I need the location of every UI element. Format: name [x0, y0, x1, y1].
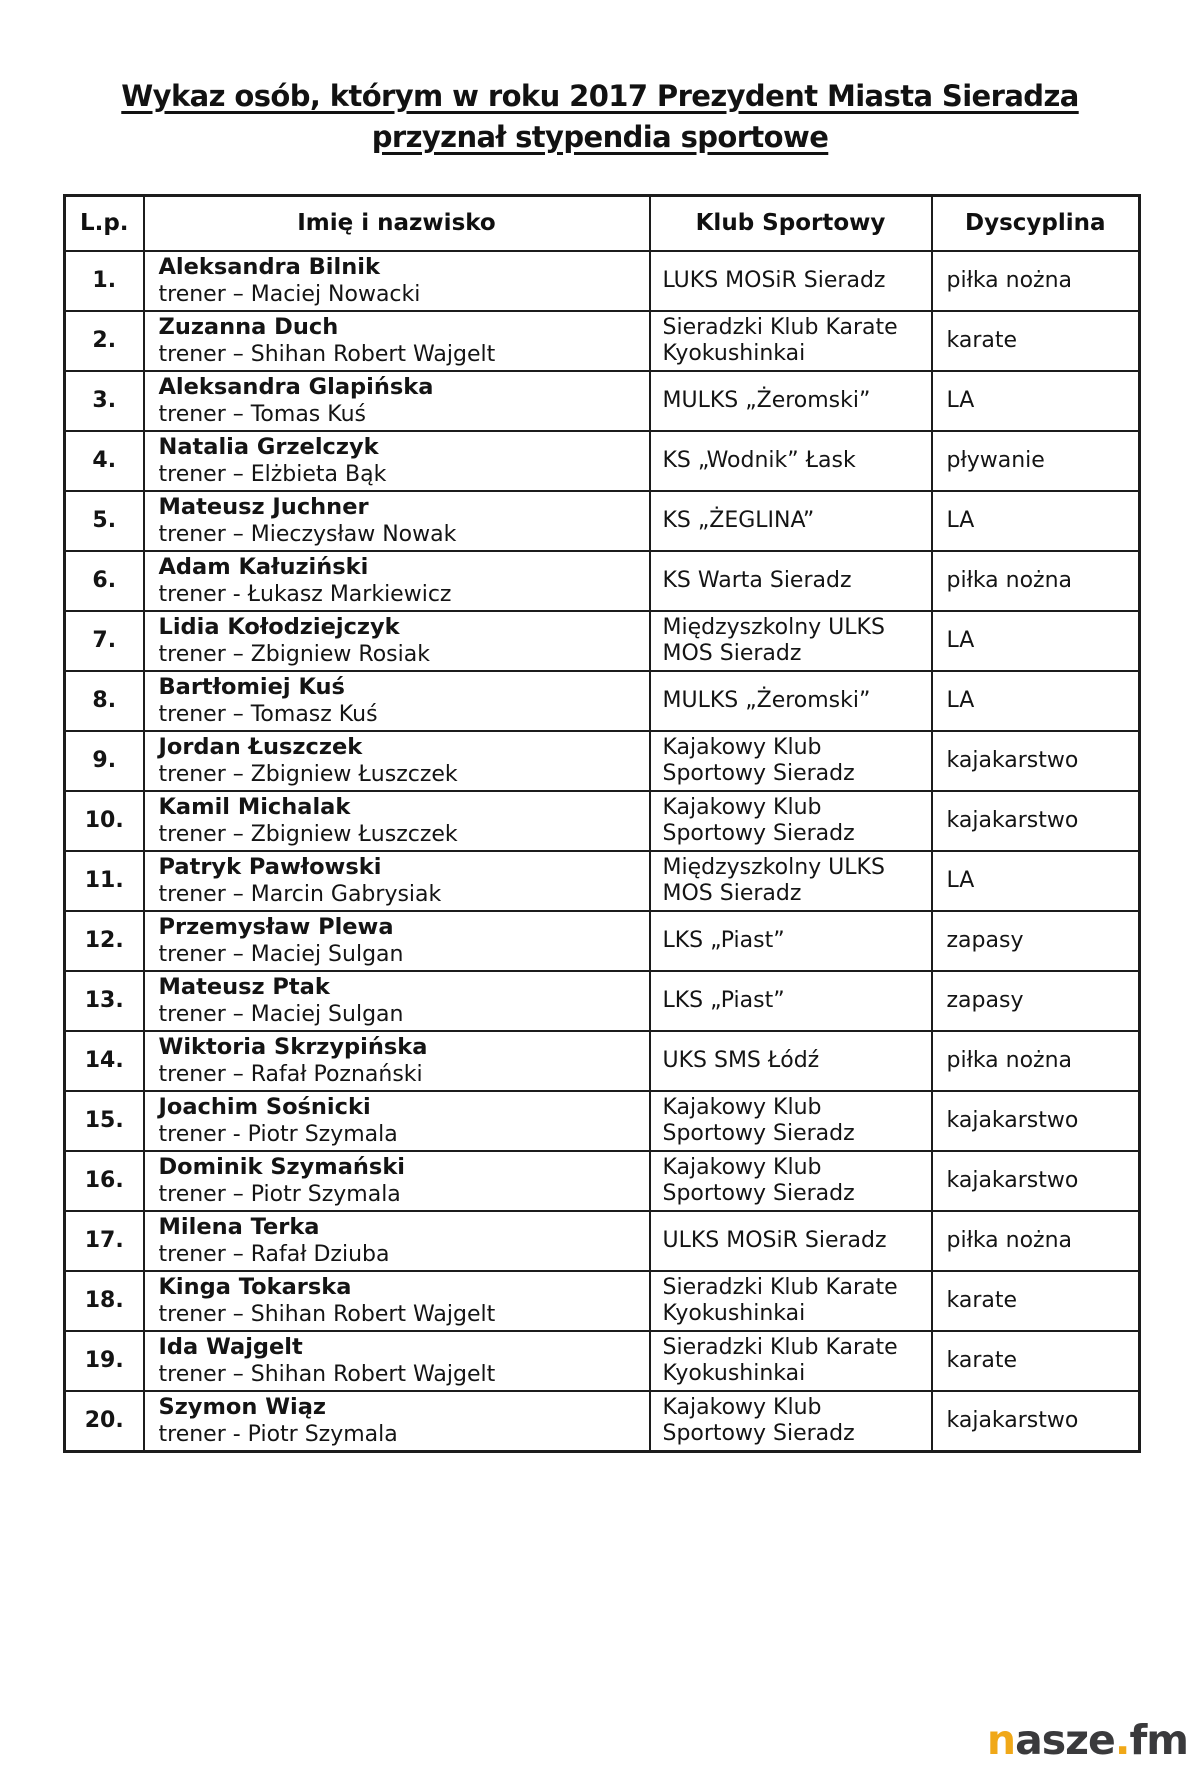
table-row — [65, 1151, 1140, 1211]
club-name: Międzyszkolny ULKS MOS Sieradz — [650, 851, 932, 911]
athlete-name: Adam Kałuziński — [158, 553, 369, 580]
club-name: LKS „Piast” — [650, 911, 932, 971]
row-number: 2. — [65, 311, 144, 371]
discipline: piłka nożna — [932, 551, 1140, 611]
logo-dot: . — [1114, 1716, 1130, 1764]
logo-letter-n: n — [986, 1716, 1016, 1764]
trainer-name: trener - Łukasz Markiewicz — [158, 581, 452, 607]
athlete-name: Aleksandra Glapińska — [158, 373, 434, 400]
trainer-name: trener – Shihan Robert Wajgelt — [158, 341, 496, 367]
discipline: piłka nożna — [932, 1031, 1140, 1091]
club-name: Sieradzki Klub Karate Kyokushinkai — [650, 1331, 932, 1391]
athlete-cell — [144, 491, 650, 551]
athlete-name: Kinga Tokarska — [158, 1273, 352, 1300]
athlete-cell — [144, 911, 650, 971]
athlete-name: Natalia Grzelczyk — [158, 433, 379, 460]
discipline: LA — [932, 371, 1140, 431]
club-name: KS „Wodnik” Łask — [650, 431, 932, 491]
athlete-cell — [144, 1091, 650, 1151]
club-name: MULKS „Żeromski” — [650, 371, 932, 431]
athlete-name: Jordan Łuszczek — [158, 733, 363, 760]
table-row — [65, 851, 1140, 911]
page-title-line-2: przyznał stypendia sportowe — [371, 120, 829, 154]
discipline: LA — [932, 491, 1140, 551]
trainer-name: trener – Marcin Gabrysiak — [158, 881, 442, 907]
row-number: 20. — [65, 1391, 144, 1452]
trainer-name: trener – Shihan Robert Wajgelt — [158, 1301, 496, 1327]
athlete-cell — [144, 1391, 650, 1452]
club-name: MULKS „Żeromski” — [650, 671, 932, 731]
row-number: 18. — [65, 1271, 144, 1331]
athlete-cell — [144, 311, 650, 371]
trainer-name: trener - Piotr Szymala — [158, 1421, 398, 1447]
row-number: 9. — [65, 731, 144, 791]
table-row — [65, 1271, 1140, 1331]
row-number: 1. — [65, 251, 144, 311]
header-name: Imię i nazwisko — [144, 196, 650, 251]
discipline: karate — [932, 1331, 1140, 1391]
club-name: Kajakowy Klub Sportowy Sieradz — [650, 791, 932, 851]
table-row — [65, 1211, 1140, 1271]
discipline: kajakarstwo — [932, 1091, 1140, 1151]
row-number: 15. — [65, 1091, 144, 1151]
page-title-line-1: Wykaz osób, którym w roku 2017 Prezydent Miasta Sieradza — [121, 79, 1079, 113]
athlete-cell — [144, 1151, 650, 1211]
trainer-name: trener – Zbigniew Rosiak — [158, 641, 430, 667]
club-name: KS „ŻEGLINA” — [650, 491, 932, 551]
logo-text-fm: fm — [1129, 1716, 1188, 1764]
athlete-name: Przemysław Plewa — [158, 913, 394, 940]
club-name: LKS „Piast” — [650, 971, 932, 1031]
athlete-name: Ida Wajgelt — [158, 1333, 303, 1360]
athlete-cell — [144, 671, 650, 731]
athlete-name: Milena Terka — [158, 1213, 320, 1240]
row-number: 16. — [65, 1151, 144, 1211]
club-name: ULKS MOSiR Sieradz — [650, 1211, 932, 1271]
athlete-cell — [144, 851, 650, 911]
athlete-cell — [144, 371, 650, 431]
club-name: KS Warta Sieradz — [650, 551, 932, 611]
table-row — [65, 671, 1140, 731]
athlete-cell — [144, 251, 650, 311]
row-number: 8. — [65, 671, 144, 731]
header-lp: L.p. — [65, 196, 144, 251]
table-row — [65, 551, 1140, 611]
athlete-cell — [144, 1331, 650, 1391]
athlete-name: Szymon Wiąz — [158, 1393, 327, 1420]
athlete-name: Bartłomiej Kuś — [158, 673, 345, 700]
table-row — [65, 1391, 1140, 1452]
discipline: piłka nożna — [932, 251, 1140, 311]
athlete-cell — [144, 1211, 650, 1271]
trainer-name: trener – Rafał Poznański — [158, 1061, 423, 1087]
page-title — [0, 76, 1200, 158]
table-row — [65, 431, 1140, 491]
row-number: 3. — [65, 371, 144, 431]
row-number: 4. — [65, 431, 144, 491]
table-row — [65, 1031, 1140, 1091]
table-row — [65, 311, 1140, 371]
table-row — [65, 731, 1140, 791]
table-row — [65, 491, 1140, 551]
club-name: Kajakowy Klub Sportowy Sieradz — [650, 731, 932, 791]
scholarship-table — [63, 194, 1141, 1453]
athlete-cell — [144, 731, 650, 791]
header-club: Klub Sportowy — [650, 196, 932, 251]
club-name: Kajakowy Klub Sportowy Sieradz — [650, 1151, 932, 1211]
athlete-name: Lidia Kołodziejczyk — [158, 613, 400, 640]
club-name: UKS SMS Łódź — [650, 1031, 932, 1091]
row-number: 13. — [65, 971, 144, 1031]
row-number: 11. — [65, 851, 144, 911]
trainer-name: trener - Piotr Szymala — [158, 1121, 398, 1147]
athlete-cell — [144, 551, 650, 611]
trainer-name: trener – Shihan Robert Wajgelt — [158, 1361, 496, 1387]
athlete-cell — [144, 1031, 650, 1091]
trainer-name: trener – Tomasz Kuś — [158, 701, 378, 727]
club-name: LUKS MOSiR Sieradz — [650, 251, 932, 311]
row-number: 17. — [65, 1211, 144, 1271]
discipline: zapasy — [932, 911, 1140, 971]
athlete-name: Aleksandra Bilnik — [158, 253, 380, 280]
trainer-name: trener – Tomas Kuś — [158, 401, 366, 427]
club-name: Sieradzki Klub Karate Kyokushinkai — [650, 1271, 932, 1331]
discipline: piłka nożna — [932, 1211, 1140, 1271]
row-number: 5. — [65, 491, 144, 551]
trainer-name: trener – Zbigniew Łuszczek — [158, 821, 458, 847]
document-page — [0, 76, 1200, 1774]
athlete-name: Wiktoria Skrzypińska — [158, 1033, 428, 1060]
nasze-fm-logo — [987, 1716, 1188, 1764]
logo-text-asze: asze — [1015, 1716, 1115, 1764]
athlete-cell — [144, 1271, 650, 1331]
trainer-name: trener – Mieczysław Nowak — [158, 521, 457, 547]
row-number: 14. — [65, 1031, 144, 1091]
trainer-name: trener – Piotr Szymala — [158, 1181, 401, 1207]
row-number: 7. — [65, 611, 144, 671]
table-row — [65, 251, 1140, 311]
table-header-row — [65, 196, 1140, 251]
discipline: karate — [932, 311, 1140, 371]
discipline: karate — [932, 1271, 1140, 1331]
table-row — [65, 971, 1140, 1031]
athlete-name: Mateusz Juchner — [158, 493, 369, 520]
athlete-name: Mateusz Ptak — [158, 973, 330, 1000]
table-row — [65, 1331, 1140, 1391]
trainer-name: trener – Maciej Sulgan — [158, 941, 404, 967]
row-number: 6. — [65, 551, 144, 611]
athlete-cell — [144, 431, 650, 491]
trainer-name: trener – Zbigniew Łuszczek — [158, 761, 458, 787]
table-row — [65, 1091, 1140, 1151]
club-name: Kajakowy Klub Sportowy Sieradz — [650, 1391, 932, 1452]
athlete-name: Kamil Michalak — [158, 793, 351, 820]
club-name: Sieradzki Klub Karate Kyokushinkai — [650, 311, 932, 371]
row-number: 12. — [65, 911, 144, 971]
discipline: LA — [932, 611, 1140, 671]
discipline: pływanie — [932, 431, 1140, 491]
trainer-name: trener – Elżbieta Bąk — [158, 461, 387, 487]
club-name: Kajakowy Klub Sportowy Sieradz — [650, 1091, 932, 1151]
row-number: 19. — [65, 1331, 144, 1391]
discipline: kajakarstwo — [932, 731, 1140, 791]
athlete-cell — [144, 611, 650, 671]
discipline: zapasy — [932, 971, 1140, 1031]
athlete-cell — [144, 971, 650, 1031]
row-number: 10. — [65, 791, 144, 851]
table-row — [65, 371, 1140, 431]
athlete-cell — [144, 791, 650, 851]
discipline: kajakarstwo — [932, 791, 1140, 851]
trainer-name: trener – Rafał Dziuba — [158, 1241, 390, 1267]
discipline: kajakarstwo — [932, 1391, 1140, 1452]
trainer-name: trener – Maciej Sulgan — [158, 1001, 404, 1027]
athlete-name: Patryk Pawłowski — [158, 853, 382, 880]
trainer-name: trener – Maciej Nowacki — [158, 281, 421, 307]
club-name: Międzyszkolny ULKS MOS Sieradz — [650, 611, 932, 671]
table-row — [65, 791, 1140, 851]
athlete-name: Joachim Sośnicki — [158, 1093, 371, 1120]
athlete-name: Dominik Szymański — [158, 1153, 406, 1180]
discipline: LA — [932, 851, 1140, 911]
header-discipline: Dyscyplina — [932, 196, 1140, 251]
table-row — [65, 911, 1140, 971]
discipline: kajakarstwo — [932, 1151, 1140, 1211]
discipline: LA — [932, 671, 1140, 731]
table-row — [65, 611, 1140, 671]
athlete-name: Zuzanna Duch — [158, 313, 339, 340]
